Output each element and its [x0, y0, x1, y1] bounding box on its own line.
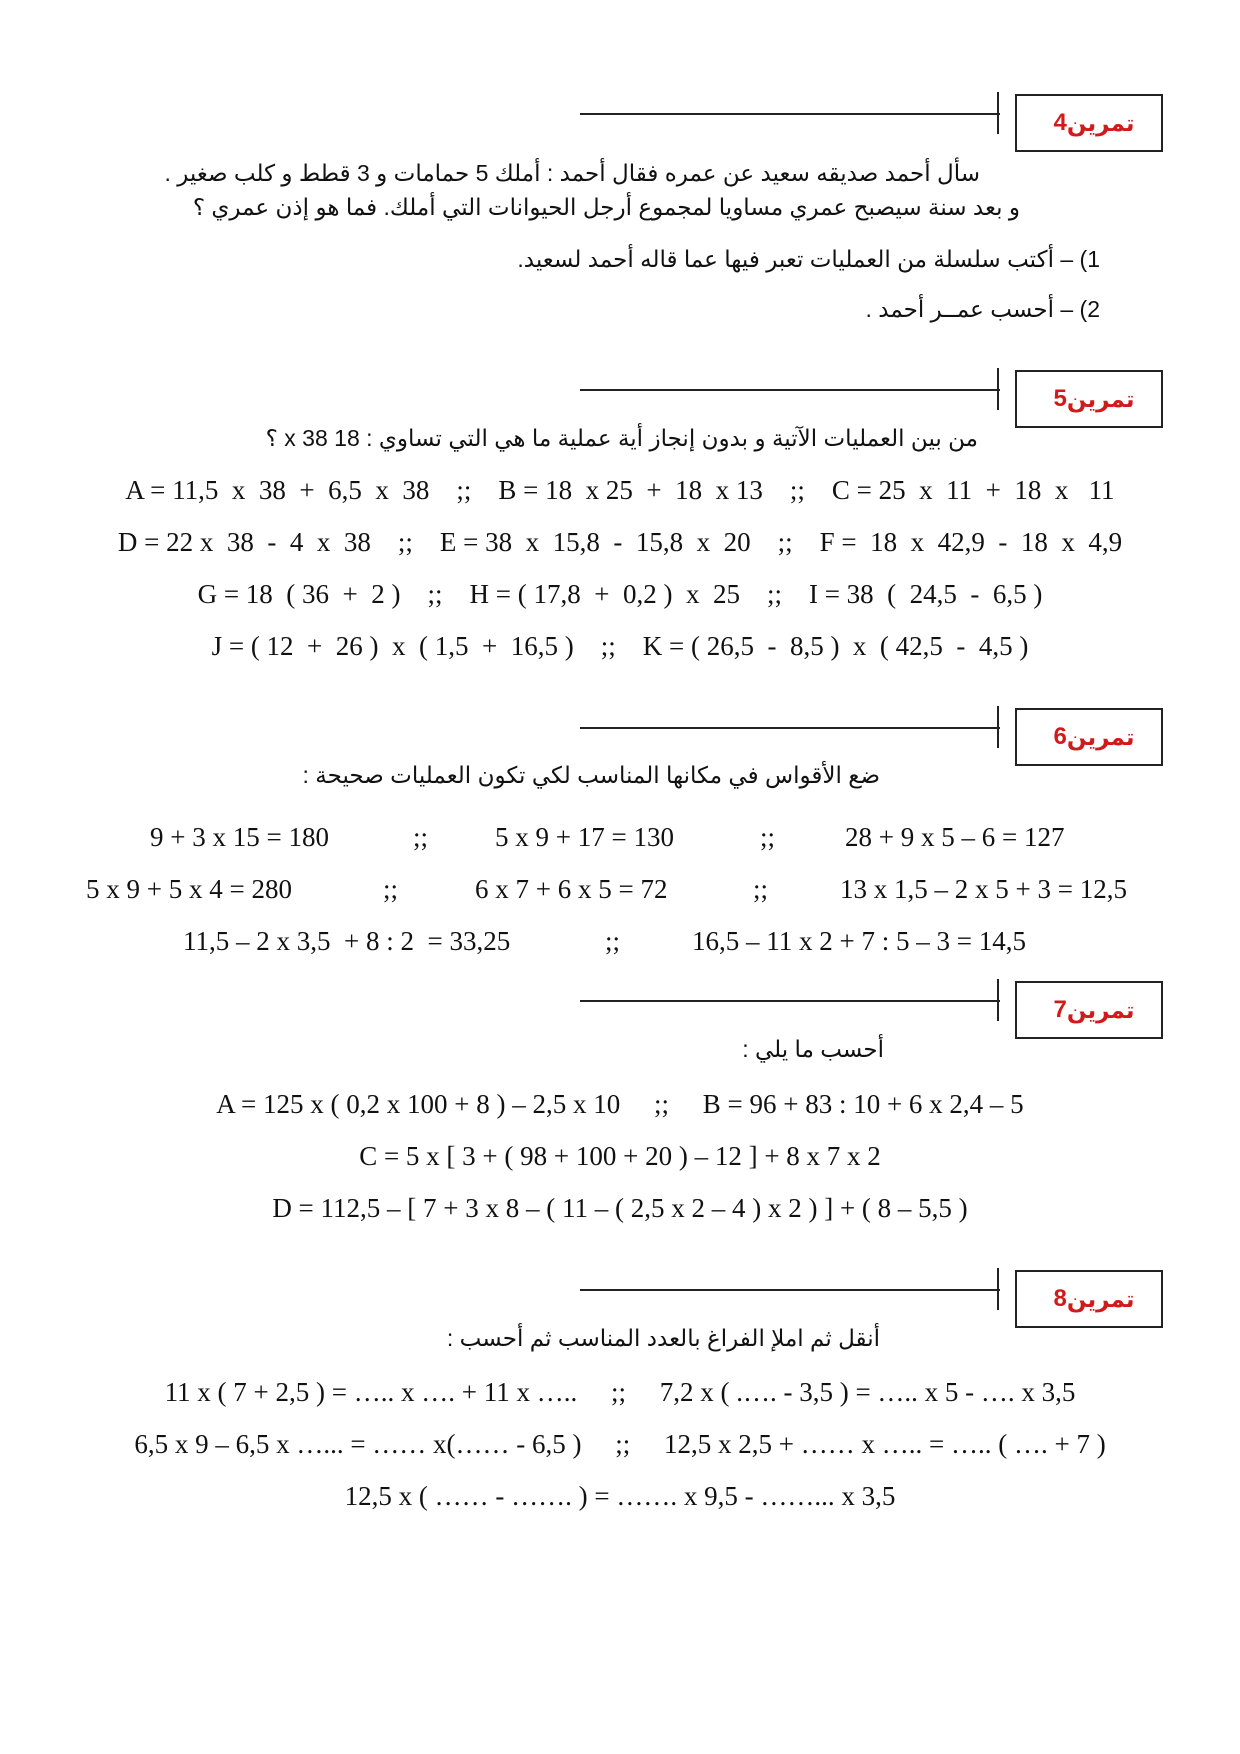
ex6-separator: ;;	[605, 926, 621, 956]
ex5-line-3: G = 18 ( 36 + 2 ) ;; H = ( 17,8 + 0,2 ) x 25 ;; I = 38 ( 24,5 - 6,5 )	[197, 579, 1043, 609]
exercise-number: 6	[1053, 723, 1067, 750]
header-divider	[997, 979, 999, 1021]
ex6-equation: 16,5 – 11 x 2 + 7 : 5 – 3 = 14,5	[692, 926, 1026, 956]
ex6-intro: ضع الأقواس في مكانها المناسب لكي تكون العمليات صحيحة :	[302, 762, 880, 788]
ex5-line-1: A = 11,5 x 38 + 6,5 x 38 ;; B = 18 x 25 + 18 x 13 ;; C = 25 x 11 + 18 x 11	[125, 475, 1115, 505]
header-divider	[997, 1268, 999, 1310]
exercise-number: 5	[1053, 385, 1067, 412]
ex6-equation: 13 x 1,5 – 2 x 5 + 3 = 12,5	[840, 874, 1127, 904]
ex6-equation: 5 x 9 + 5 x 4 = 280	[86, 874, 292, 904]
exercise-7-box	[1015, 981, 1163, 1039]
ex6-equation: 28 + 9 x 5 – 6 = 127	[845, 822, 1065, 852]
exercise-5-box	[1015, 370, 1163, 428]
ex4-statement-line1: سأل أحمد صديقه سعيد عن عمره فقال أحمد : أملك 5 حمامات و 3 قطط و كلب صغير .	[164, 160, 980, 186]
ex5-line-4: J = ( 12 + 26 ) x ( 1,5 + 16,5 ) ;; K = ( 26,5 - 8,5 ) x ( 42,5 - 4,5 )	[211, 631, 1029, 661]
ex6-separator: ;;	[753, 874, 769, 904]
header-divider	[997, 706, 999, 748]
header-divider	[997, 368, 999, 410]
header-rule	[580, 113, 1000, 115]
header-rule	[580, 727, 1000, 729]
exercise-8-box	[1015, 1270, 1163, 1328]
ex6-separator: ;;	[383, 874, 399, 904]
ex7-line-1: A = 125 x ( 0,2 x 100 + 8 ) – 2,5 x 10 ;; B = 96 + 83 : 10 + 6 x 2,4 – 5	[216, 1089, 1024, 1119]
exercise-label: تمرين	[1066, 723, 1135, 750]
exercise-label: تمرين	[1066, 1285, 1135, 1312]
header-rule	[580, 1289, 1000, 1291]
ex4-question-2: 2) – أحسب عمــر أحمد .	[865, 296, 1100, 322]
ex6-separator: ;;	[413, 822, 429, 852]
header-rule	[580, 1000, 1000, 1002]
header-rule	[580, 389, 1000, 391]
ex4-question-1: 1) – أكتب سلسلة من العمليات تعبر فيها عما قاله أحمد لسعيد.	[517, 246, 1100, 272]
ex5-intro: من بين العمليات الآتية و بدون إنجاز أية عملية ما هي التي تساوي : 18 x 38 ؟	[265, 425, 978, 451]
header-divider	[997, 92, 999, 134]
ex7-intro: أحسب ما يلي :	[742, 1036, 884, 1062]
ex8-line-2: 6,5 x 9 – 6,5 x …... = …… x(…… - 6,5 ) ;; 12,5 x 2,5 + …… x ….. = ….. ( …. + 7 )	[134, 1429, 1106, 1459]
ex5-line-2: D = 22 x 38 - 4 x 38 ;; E = 38 x 15,8 - 15,8 x 20 ;; F = 18 x 42,9 - 18 x 4,9	[117, 527, 1123, 557]
exercise-label: تمرين	[1066, 385, 1135, 412]
ex8-intro: أنقل ثم املإ الفراغ بالعدد المناسب ثم أحسب :	[446, 1325, 880, 1351]
exercise-6-box	[1015, 708, 1163, 766]
ex6-equation: 9 + 3 x 15 = 180	[150, 822, 329, 852]
ex6-separator: ;;	[760, 822, 776, 852]
ex8-line-3: 12,5 x ( …… - ……. ) = ……. x 9,5 - ……... x 3,5	[344, 1481, 896, 1511]
ex6-equation: 11,5 – 2 x 3,5 + 8 : 2 = 33,25	[183, 926, 511, 956]
exercise-number: 4	[1053, 109, 1067, 136]
ex7-line-3: D = 112,5 – [ 7 + 3 x 8 – ( 11 – ( 2,5 x 2 – 4 ) x 2 ) ] + ( 8 – 5,5 )	[272, 1193, 968, 1223]
ex8-line-1: 11 x ( 7 + 2,5 ) = ….. x …. + 11 x ….. ;; 7,2 x ( .…. - 3,5 ) = ….. x 5 - …. x 3,5	[164, 1377, 1076, 1407]
exercise-4-box	[1015, 94, 1163, 152]
ex6-equation: 6 x 7 + 6 x 5 = 72	[475, 874, 668, 904]
ex6-equation: 5 x 9 + 17 = 130	[495, 822, 674, 852]
exercise-number: 7	[1053, 996, 1067, 1023]
exercise-label: تمرين	[1066, 109, 1135, 136]
exercise-label: تمرين	[1066, 996, 1135, 1023]
ex7-line-2: C = 5 x [ 3 + ( 98 + 100 + 20 ) – 12 ] + 8 x 7 x 2	[359, 1141, 881, 1171]
exercise-number: 8	[1053, 1285, 1067, 1312]
ex4-statement-line2: و بعد سنة سيصبح عمري مساويا لمجموع أرجل الحيوانات التي أملك. فما هو إذن عمري ؟	[192, 194, 1020, 220]
